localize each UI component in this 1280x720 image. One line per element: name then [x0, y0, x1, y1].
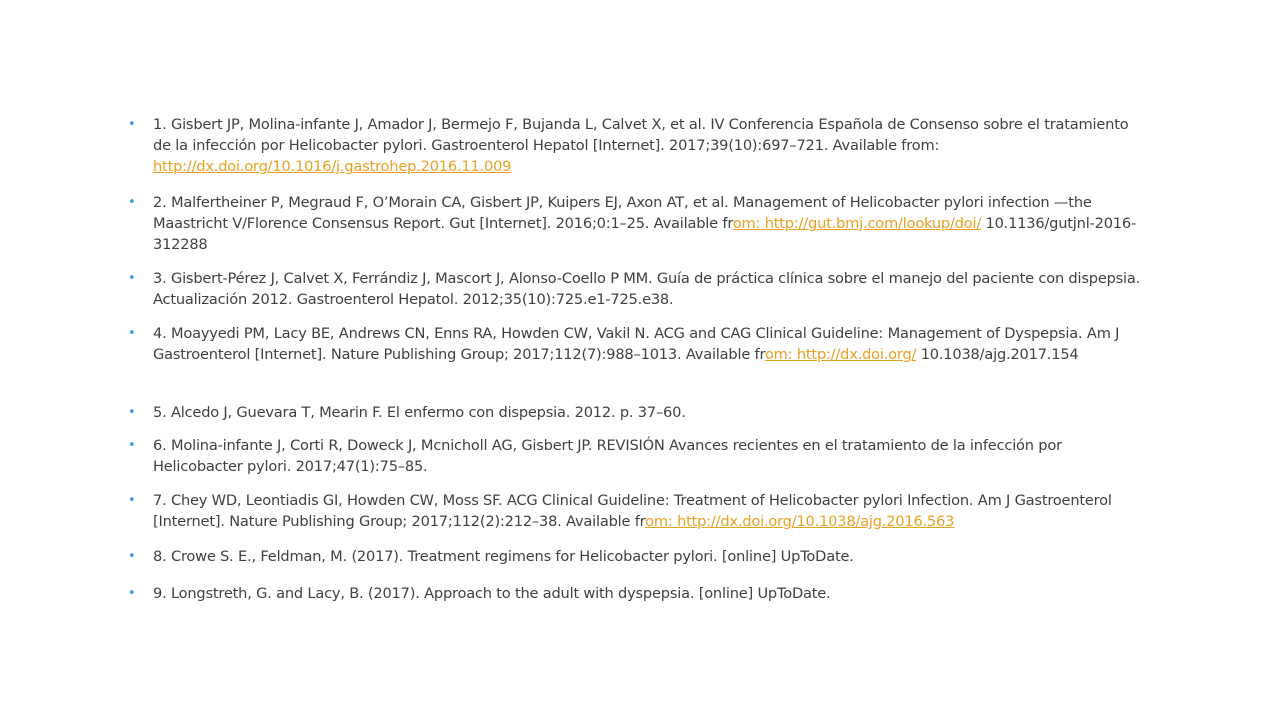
reference-link[interactable]: om: http://dx.doi.org/10.1038/ajg.2016.563 [645, 513, 955, 530]
reference-text: 9. Longstreth, G. and Lacy, B. (2017). Approach to the adult with dyspepsia. [online] UpToDate. [153, 585, 831, 602]
reference-text: 3. Gisbert-Pérez J, Calvet X, Ferrándiz J, Mascort J, Alonso-Coello P MM. Guía de práctica clínica sobre el manejo del paciente con dispepsia. Actualización 2012. Gastroenterol Hepatol. 2012;35(10):725.e1-725.e38. [153, 270, 1141, 308]
reference-text: 8. Crowe S. E., Feldman, M. (2017). Treatment regimens for Helicobacter pylori. [online] UpToDate. [153, 548, 854, 565]
reference-text: 7. Chey WD, Leontiadis GI, Howden CW, Moss SF. ACG Clinical Guideline: Treatment of Helicobacter pylori Infection. Am J Gastroenterol [Internet]. Nature Publishing Group; 2017;112(2):212–38. Available fr [153, 492, 1112, 530]
reference-item [128, 402, 1143, 423]
reference-link[interactable]: om: http://gut.bmj.com/lookup/doi/ [732, 215, 982, 232]
reference-item [128, 323, 1143, 365]
bullet-icon: • [128, 117, 136, 132]
reference-item [128, 490, 1143, 532]
reference-link[interactable]: om: http://dx.doi.org/ [764, 346, 917, 363]
bullet-icon: • [128, 271, 136, 286]
bullet-icon: • [128, 326, 136, 341]
reference-text: 6. Molina-infante J, Corti R, Doweck J, Mcnicholl AG, Gisbert JP. REVISIÓN Avances recientes en el tratamiento de la infección por Helicobacter pylori. 2017;47(1):75–85. [153, 437, 1062, 475]
reference-item [128, 268, 1143, 310]
bullet-icon: • [128, 493, 136, 508]
bullet-icon: • [128, 586, 136, 601]
reference-item [128, 435, 1143, 477]
bullet-icon: • [128, 405, 136, 420]
bullet-icon: • [128, 195, 136, 210]
reference-tail: 10.1136/gutjnl-2016-312288 [153, 215, 1137, 253]
reference-item [128, 192, 1143, 255]
reference-item [128, 546, 1143, 567]
reference-link[interactable]: http://dx.doi.org/10.1016/j.gastrohep.2016.11.009 [153, 158, 512, 175]
bullet-icon: • [128, 438, 136, 453]
reference-text: 1. Gisbert JP, Molina-infante J, Amador J, Bermejo F, Bujanda L, Calvet X, et al. IV Conferencia Española de Consenso sobre el tratamiento de la infección por Helicobacter pylori. Gastroenterol Hepatol [Internet]. 2017;39(10):697–721. Available from: [153, 116, 1129, 154]
reference-item [128, 114, 1143, 177]
reference-text: 5. Alcedo J, Guevara T, Mearin F. El enfermo con dispepsia. 2012. p. 37–60. [153, 404, 686, 421]
reference-text: 4. Moayyedi PM, Lacy BE, Andrews CN, Enns RA, Howden CW, Vakil N. ACG and CAG Clinical Guideline: Management of Dyspepsia. Am J Gastroenterol [Internet]. Nature Publishing Group; 2017;112(7):988–1013. Available fr [153, 325, 1120, 363]
bullet-icon: • [128, 549, 136, 564]
reference-text: 2. Malfertheiner P, Megraud F, O’Morain CA, Gisbert JP, Kuipers EJ, Axon AT, et al. Management of Helicobacter pylori infection —the Maastricht V/Florence Consensus Report. Gut [Internet]. 2016;0:1–25. Available fr [153, 194, 1092, 232]
reference-tail: 10.1038/ajg.2017.154 [916, 346, 1079, 363]
reference-item [128, 583, 1143, 604]
